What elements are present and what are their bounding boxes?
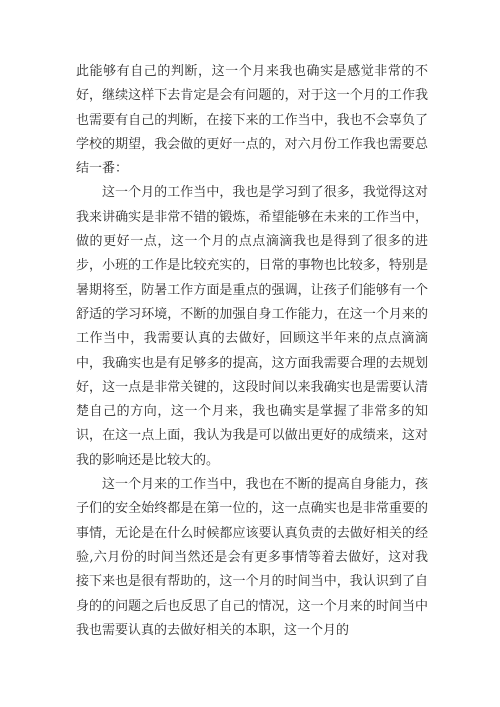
paragraph-1: 此能够有自己的判断，这一个月来我也确实是感觉非常的不好，继续这样下去肯定是会有问题的，对于这一个月的工作我也需要有自己的判断，在接下来的工作当中，我也不会辜负了学校的期望，我会做的更好一点的，对六月份工作我也需要总结一番： <box>76 64 428 177</box>
paragraph-2: 这一个月的工作当中，我也是学习到了很多，我觉得这对我来讲确实是非常不错的锻炼，希望能够在未来的工作当中，做的更好一点，这一个月的点点滴滴我也是得到了很多的进步，小班的工作是比较充实的，日常的事物也比较多，特别是暑期将至，防暑工作方面是重点的强调，让孩子们能够有一个舒适的学习环境，不断的加强自身工作能力，在这一个月来的工作当中，我需要认真的去做好，回顾这半年来的点点滴滴中，我确实也是有足够多的提高，这方面我需要合理的去规划好，这一点是非常关键的，这段时间以来我确实也是需要认清楚自己的方向，这一个月来，我也确实是掌握了非常多的知识，在这一点上面，我认为我是可以做出更好的成绩来，这对我的影响还是比较大的。 <box>76 185 428 468</box>
document-body <box>76 60 428 643</box>
paragraph-3: 这一个月来的工作当中，我也在不断的提高自身能力，孩子们的安全始终都是在第一位的，这一点确实也是非常重要的事情，无论是在什么时候都应该要认真负责的去做好相关的经验,六月份的时间当然还是会有更多事情等着去做好，这对我接下来也是很有帮助的，这一个月的时间当中，我认识到了自身的的问题之后也反思了自己的情况，这一个月来的时间当中我也需要认真的去做好相关的本职，这一个月的 <box>76 477 428 638</box>
